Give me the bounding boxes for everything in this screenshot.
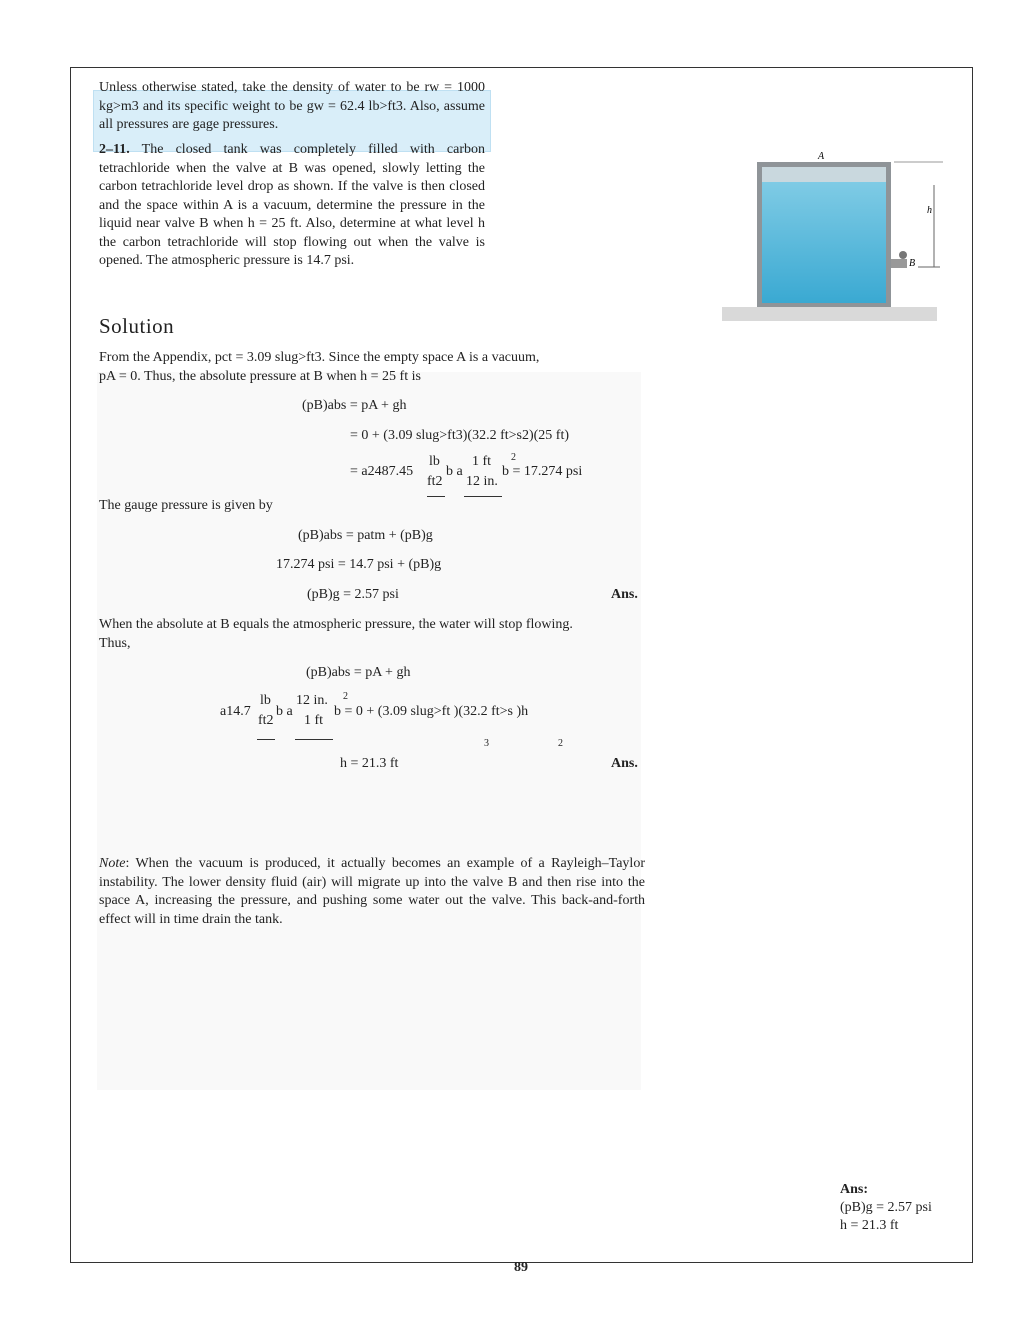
valve	[891, 259, 907, 268]
equation-8-unit-exponent-1: 3	[484, 738, 489, 749]
solution-line-1: From the Appendix, pct = 3.09 slug>ft3. Since the empty space A is a vacuum,	[99, 350, 540, 365]
equation-6: (pB)g = 2.57 psi	[307, 587, 399, 602]
fraction-bar	[295, 739, 333, 740]
equation-3-lead: = a2487.45	[350, 464, 414, 479]
paragraph-2-line-2: Thus,	[99, 636, 131, 651]
problem-number: 2–11.	[99, 142, 130, 157]
answer-box-label: Ans:	[840, 1182, 869, 1197]
equation-4: (pB)abs = patm + (pB)g	[298, 528, 433, 543]
equation-3-fraction-2-denominator: 12 in.	[466, 474, 498, 489]
note-label: Note	[99, 856, 126, 871]
tank-figure	[718, 145, 958, 335]
equation-8-rhs: b = 0 + (3.09 slug>ft )(32.2 ft>s )h	[334, 704, 529, 719]
equation-8-middle: b a	[276, 704, 293, 719]
ground	[722, 307, 937, 321]
label-a: A	[818, 151, 825, 162]
equation-8-fraction-1-numerator: lb	[260, 693, 271, 708]
problem-statement	[99, 141, 485, 271]
fraction-bar	[257, 739, 275, 740]
equation-2: = 0 + (3.09 slug>ft3)(32.2 ft>s2)(25 ft)	[350, 428, 569, 443]
valve-handle	[899, 251, 907, 259]
fraction-bar	[464, 496, 502, 497]
equation-3-middle: b a	[446, 464, 463, 479]
note-paragraph	[99, 855, 645, 929]
equation-8-fraction-1-denominator: ft2	[258, 713, 274, 728]
problem-text: The closed tank was completely filled with carbon tetrachloride when the valve at B was opened, slowly letting the carbon tetrachloride level drop as shown. If the valve is then closed and the space within A is a vacuum, determine the pressure in the liquid near valve B when h = 25 ft. Also, determine at what level h the carbon tetrachloride will stop flowing out when the valve is opened. The atmospheric pressure is 14.7 psi.	[99, 142, 485, 268]
note-text: : When the vacuum is produced, it actually becomes an example of a Rayleigh–Taylor instability. The lower density fluid (air) will migrate up into the valve B and then rise into the space A, increasing the pressure, and pushing some water out the valve. This back-and-forth effect will in time drain the tank.	[99, 856, 645, 927]
answer-marker-2: Ans.	[611, 756, 638, 771]
paragraph-2-line-1: When the absolute at B equals the atmospheric pressure, the water will stop flowing.	[99, 617, 573, 632]
equation-1: (pB)abs = pA + gh	[302, 398, 407, 413]
equation-3-result: b = 17.274 psi	[502, 464, 583, 479]
given-data-paragraph: Unless otherwise stated, take the density of water to be rw = 1000 kg>m3 and its specific weight to be gw = 62.4 lb>ft3. Also, assume all pressures are gage pressures.	[99, 80, 485, 132]
equation-3-exponent: 2	[511, 452, 516, 463]
solution-heading: Solution	[99, 314, 175, 338]
equation-8-fraction-2-numerator: 12 in.	[296, 693, 328, 708]
equation-3-fraction-1-numerator: lb	[429, 454, 440, 469]
label-h: h	[927, 205, 932, 216]
equation-8-fraction-2-denominator: 1 ft	[304, 713, 324, 728]
gauge-intro: The gauge pressure is given by	[99, 498, 273, 513]
answer-box-line-2: h = 21.3 ft	[840, 1218, 899, 1233]
fraction-bar	[427, 496, 445, 497]
equation-8-lead: a14.7	[220, 704, 251, 719]
answer-box-line-1: (pB)g = 2.57 psi	[840, 1200, 932, 1215]
equation-8-unit-exponent-2: 2	[558, 738, 563, 749]
answer-marker-1: Ans.	[611, 587, 638, 602]
water	[762, 182, 886, 303]
equation-9: h = 21.3 ft	[340, 756, 399, 771]
equation-8-exponent: 2	[343, 691, 348, 702]
equation-3-fraction-1-denominator: ft2	[427, 474, 443, 489]
equation-5: 17.274 psi = 14.7 psi + (pB)g	[276, 557, 442, 572]
solution-line-2: pA = 0. Thus, the absolute pressure at B when h = 25 ft is	[99, 369, 421, 384]
label-b: B	[909, 258, 916, 269]
page-number: 89	[514, 1260, 528, 1275]
equation-3-fraction-2-numerator: 1 ft	[472, 454, 492, 469]
equation-7: (pB)abs = pA + gh	[306, 665, 411, 680]
